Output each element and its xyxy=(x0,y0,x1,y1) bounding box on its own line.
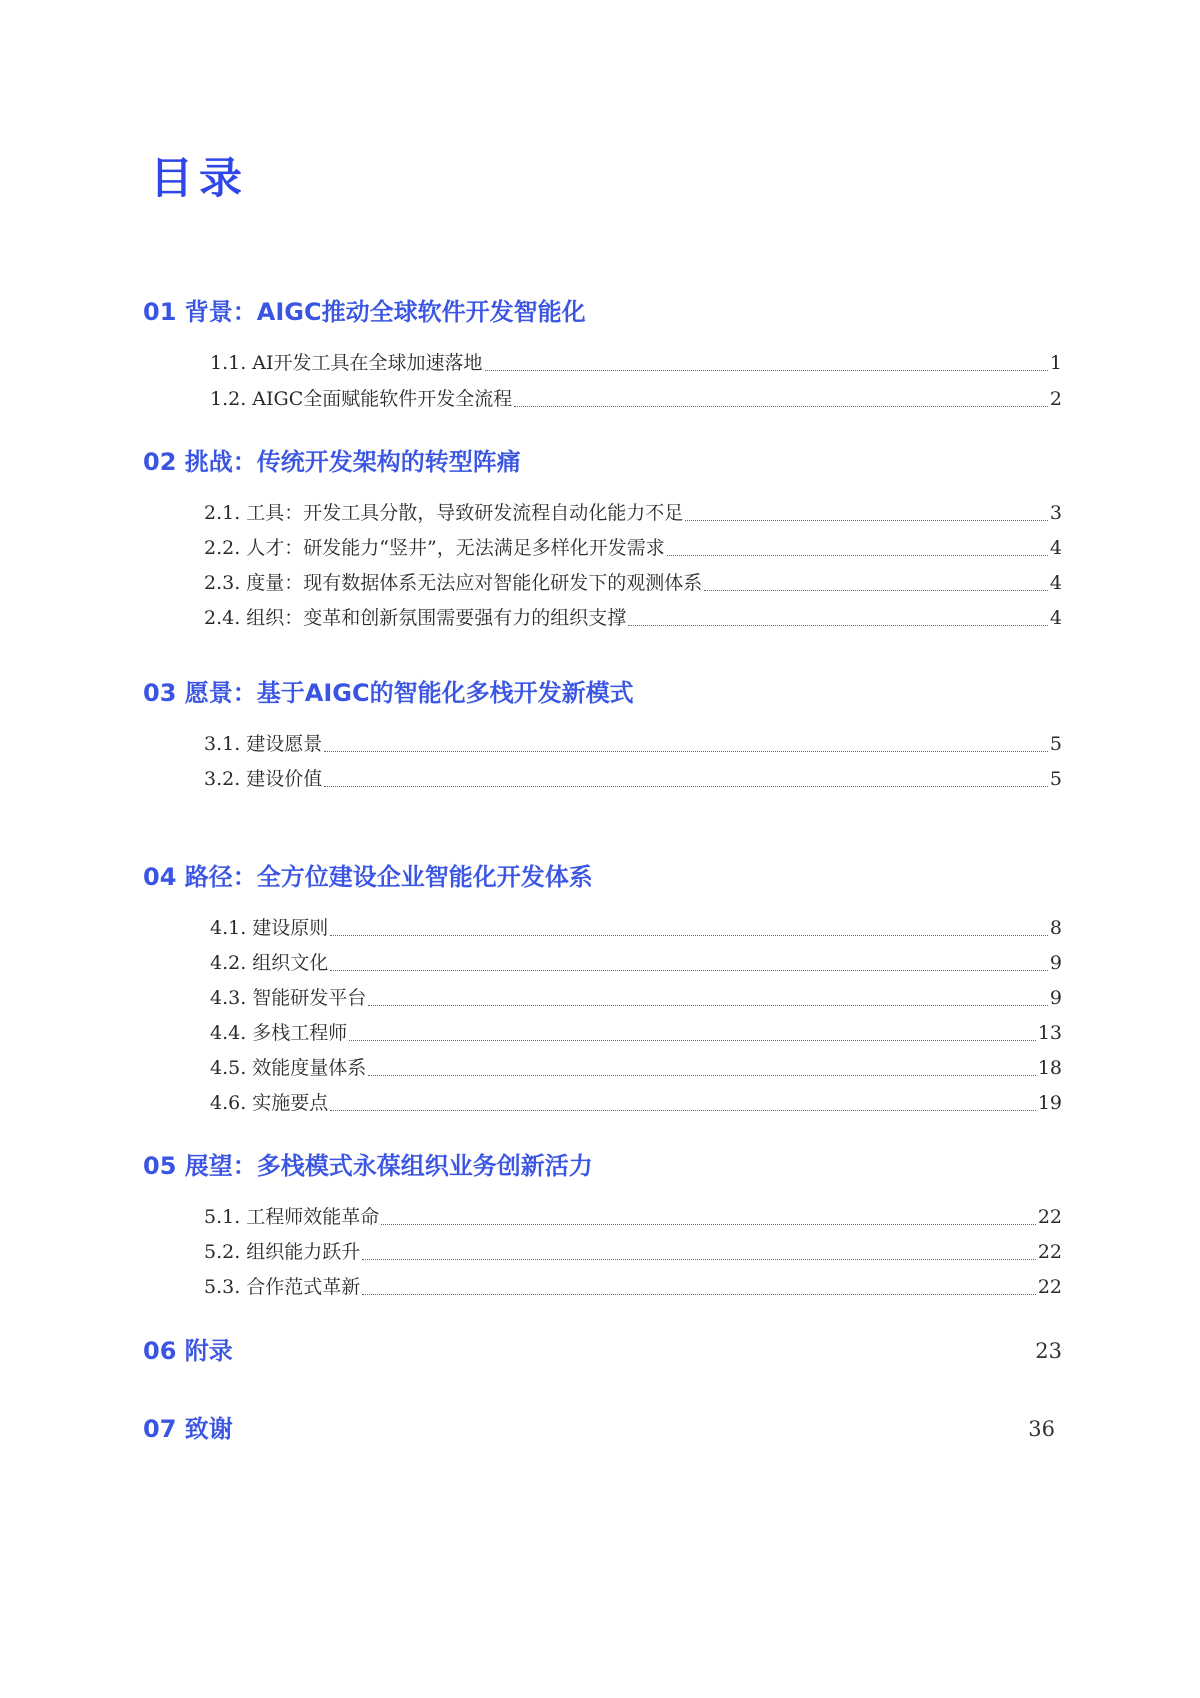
toc-entry[interactable] xyxy=(204,500,1062,526)
toc-entry-label: 5.3. 合作范式革新 xyxy=(204,1276,361,1298)
dot-leader xyxy=(324,784,1048,787)
dot-leader xyxy=(514,404,1048,407)
dot-leader xyxy=(381,1222,1036,1225)
toc-entry-label: 4.1. 建设原则 xyxy=(210,917,329,939)
toc-entry-label: 3.2. 建设价值 xyxy=(204,768,323,790)
toc-entry-label: 2.4. 组织：变革和创新氛围需要强有力的组织支撑 xyxy=(204,607,627,629)
toc-entry[interactable] xyxy=(204,766,1062,792)
toc-entry[interactable] xyxy=(204,570,1062,596)
toc-section-heading[interactable]: 07 致谢 xyxy=(143,1415,233,1443)
toc-entry-page: 4 xyxy=(1049,607,1062,629)
toc-entry[interactable] xyxy=(204,1204,1062,1230)
toc-entry-label: 4.4. 多栈工程师 xyxy=(210,1022,348,1044)
toc-entry[interactable] xyxy=(210,985,1062,1011)
toc-entry-label: 3.1. 建设愿景 xyxy=(204,733,323,755)
toc-entry-label: 2.1. 工具：开发工具分散，导致研发流程自动化能力不足 xyxy=(204,502,684,524)
toc-entry-page: 18 xyxy=(1037,1057,1062,1079)
toc-section-page: 36 xyxy=(1028,1417,1055,1441)
toc-section-heading[interactable]: 04 路径：全方位建设企业智能化开发体系 xyxy=(143,863,593,891)
dot-leader xyxy=(349,1038,1036,1041)
toc-entry-label: 5.1. 工程师效能革命 xyxy=(204,1206,380,1228)
toc-entry-label: 4.6. 实施要点 xyxy=(210,1092,329,1114)
dot-leader xyxy=(368,1073,1036,1076)
toc-entry-page: 5 xyxy=(1049,733,1062,755)
toc-entry-label: 1.2. AIGC全面赋能软件开发全流程 xyxy=(210,388,513,410)
toc-entry[interactable] xyxy=(204,1239,1062,1265)
toc-entry-page: 8 xyxy=(1049,917,1062,939)
toc-entry-label: 2.2. 人才：研发能力“竖井”，无法满足多样化开发需求 xyxy=(204,537,665,559)
dot-leader xyxy=(704,588,1048,591)
toc-entry-label: 4.2. 组织文化 xyxy=(210,952,329,974)
toc-entry-page: 4 xyxy=(1049,572,1062,594)
toc-section-heading[interactable]: 01 背景：AIGC推动全球软件开发智能化 xyxy=(143,298,586,326)
toc-section-page: 23 xyxy=(1035,1339,1062,1363)
dot-leader xyxy=(485,368,1048,371)
dot-leader xyxy=(368,1003,1048,1006)
toc-entry-page: 1 xyxy=(1049,352,1062,374)
toc-entry-page: 9 xyxy=(1049,952,1062,974)
toc-entry[interactable] xyxy=(210,386,1062,412)
toc-entry-label: 5.2. 组织能力跃升 xyxy=(204,1241,361,1263)
dot-leader xyxy=(362,1292,1036,1295)
toc-section-heading[interactable]: 02 挑战：传统开发架构的转型阵痛 xyxy=(143,448,521,476)
toc-entry-page: 3 xyxy=(1049,502,1062,524)
dot-leader xyxy=(330,968,1048,971)
toc-entry[interactable] xyxy=(210,1020,1062,1046)
toc-entry[interactable] xyxy=(210,1055,1062,1081)
toc-entry-page: 22 xyxy=(1037,1276,1062,1298)
toc-entry[interactable] xyxy=(204,535,1062,561)
toc-entry-page: 19 xyxy=(1037,1092,1062,1114)
dot-leader xyxy=(628,623,1048,626)
toc-entry-label: 1.1. AI开发工具在全球加速落地 xyxy=(210,352,483,374)
toc-entry-page: 4 xyxy=(1049,537,1062,559)
toc-section-heading[interactable]: 05 展望：多栈模式永葆组织业务创新活力 xyxy=(143,1152,593,1180)
toc-entry[interactable] xyxy=(210,1090,1062,1116)
dot-leader xyxy=(685,518,1048,521)
dot-leader xyxy=(330,933,1048,936)
page-title: 目录 xyxy=(150,154,248,204)
toc-entry-label: 4.3. 智能研发平台 xyxy=(210,987,367,1009)
toc-entry-label: 2.3. 度量：现有数据体系无法应对智能化研发下的观测体系 xyxy=(204,572,703,594)
toc-entry-page: 5 xyxy=(1049,768,1062,790)
dot-leader xyxy=(362,1257,1036,1260)
toc-entry-page: 22 xyxy=(1037,1206,1062,1228)
toc-entry[interactable] xyxy=(204,731,1062,757)
toc-entry-label: 4.5. 效能度量体系 xyxy=(210,1057,367,1079)
toc-entry[interactable] xyxy=(204,1274,1062,1300)
toc-entry-page: 2 xyxy=(1049,388,1062,410)
dot-leader xyxy=(667,553,1048,556)
toc-entry[interactable] xyxy=(210,915,1062,941)
toc-entry-page: 22 xyxy=(1037,1241,1062,1263)
dot-leader xyxy=(324,749,1048,752)
toc-entry[interactable] xyxy=(210,350,1062,376)
dot-leader xyxy=(330,1108,1036,1111)
toc-entry[interactable] xyxy=(204,605,1062,631)
toc-entry-page: 13 xyxy=(1037,1022,1062,1044)
toc-section-heading[interactable]: 03 愿景：基于AIGC的智能化多栈开发新模式 xyxy=(143,679,634,707)
toc-entry-page: 9 xyxy=(1049,987,1062,1009)
toc-entry[interactable] xyxy=(210,950,1062,976)
toc-section-heading[interactable]: 06 附录 xyxy=(143,1337,233,1365)
